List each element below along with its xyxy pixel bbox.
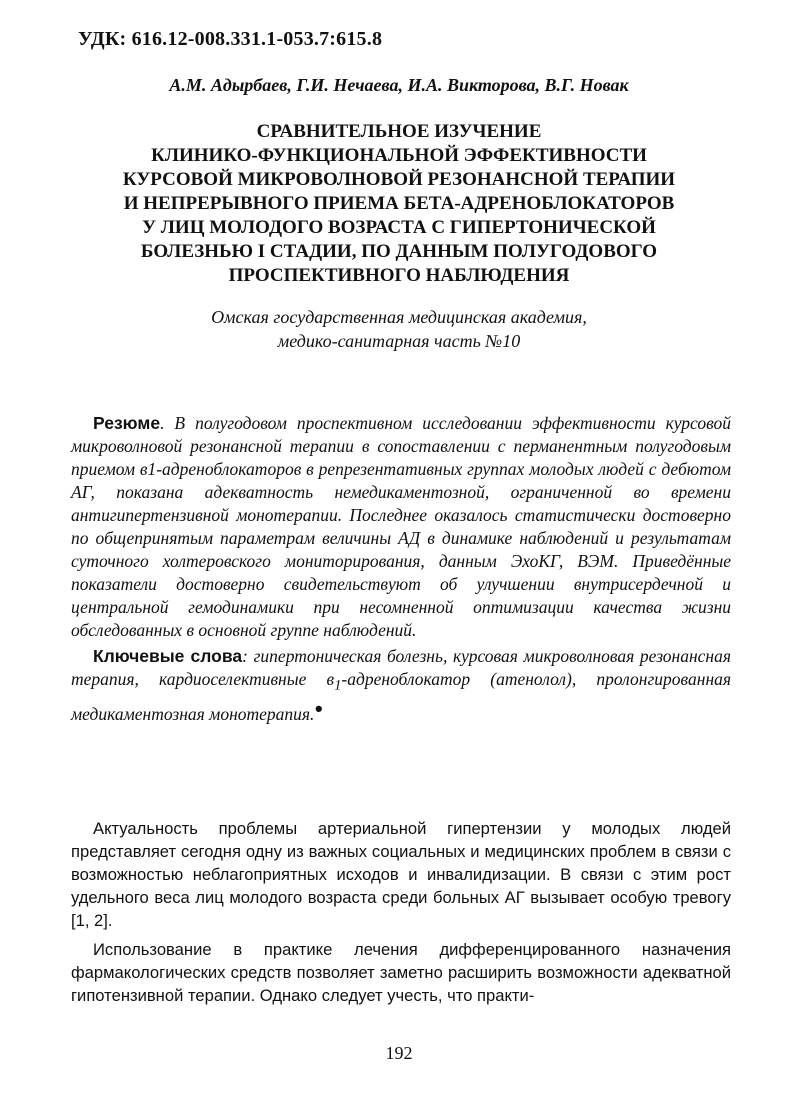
title-line: У ЛИЦ МОЛОДОГО ВОЗРАСТА С ГИПЕРТОНИЧЕСКОЙ [142, 217, 656, 238]
keywords-subscript: 1 [334, 677, 342, 694]
title-line: СРАВНИТЕЛЬНОЕ ИЗУЧЕНИЕ [256, 121, 542, 142]
keywords-text-end: -адреноблокатор (атенолол), пролонгированная медикаментозная монотерапия. [71, 669, 732, 724]
author-list: А.М. Адырбаев, Г.И. Нечаева, И.А. Викторова, В.Г. Новак [169, 75, 629, 95]
body-paragraph: Актуальность проблемы артериальной гипертензии у молодых людей представляет сегодня одну из важных социальных и медицинских проблем в связи с возможностью неблагоприятных исходов и инвалидизации. В связи с этим рост удельного веса лиц молодого возраста среди больных АГ вызывает особую тревогу [1, 2]. [71, 819, 731, 930]
title-line: КЛИНИКО-ФУНКЦИОНАЛЬНОЙ ЭФФЕКТИВНОСТИ [151, 145, 647, 166]
udk-code: УДК: 616.12-008.331.1-053.7:615.8 [78, 28, 383, 50]
title-line: БОЛЕЗНЬЮ I СТАДИИ, ПО ДАННЫМ ПОЛУГОДОВОГО [140, 241, 658, 262]
abstract-paragraph [71, 412, 731, 642]
article-title [110, 120, 688, 288]
abstract-label: Резюме [93, 413, 161, 433]
abstract-block [71, 412, 731, 725]
title-line: ПРОСПЕКТИВНОГО НАБЛЮДЕНИЯ [228, 265, 570, 286]
body-paragraph: Использование в практике лечения дифференцированного назначения фармакологических средств позволяет заметно расширить возможности адекватной гипотензивной терапии. Однако следует учесть, что практи- [71, 940, 731, 1005]
abstract-text: . В полугодовом проспективном исследовании эффективности курсовой микроволновой резонансной терапии в сопоставлении с перманентным полугодовым приемом в1-адреноблокаторов в репрезентативных группах молодых людей с дебютом АГ, показана адекватность немедикаментозной, ограниченной во времени антигипертензивной монотерапии. Последнее оказалось статистически достоверно по общепринятым параметрам величины АД в динамике наблюдений и результатам суточного холтеровского мониторирования, данным ЭхоКГ, ВЭМ. Приведённые показатели достоверно свидетельствуют об улучшении внутрисердечной и центральной гемодинамики при несомненной оптимизации качества жизни обследованных в основной группе наблюдений. [71, 413, 731, 640]
affiliation-line: Омская государственная медицинская академия, [211, 307, 587, 327]
keywords-label: Ключевые слова [93, 646, 243, 666]
page-number: 192 [385, 1043, 413, 1063]
title-line: И НЕПРЕРЫВНОГО ПРИЕМА БЕТА-АДРЕНОБЛОКАТОРОВ [123, 193, 675, 214]
keywords-text: : гипертоническая болезнь, курсовая микроволновая резонансная терапия, кардиоселективные в [71, 646, 731, 689]
keywords-paragraph [71, 645, 731, 725]
footnote-mark: ● [314, 700, 324, 717]
affiliation [0, 305, 798, 353]
article-body [71, 817, 731, 1007]
title-line: КУРСОВОЙ МИКРОВОЛНОВОЙ РЕЗОНАНСНОЙ ТЕРАПИИ [122, 169, 676, 190]
affiliation-line: медико-санитарная часть №10 [277, 331, 521, 351]
